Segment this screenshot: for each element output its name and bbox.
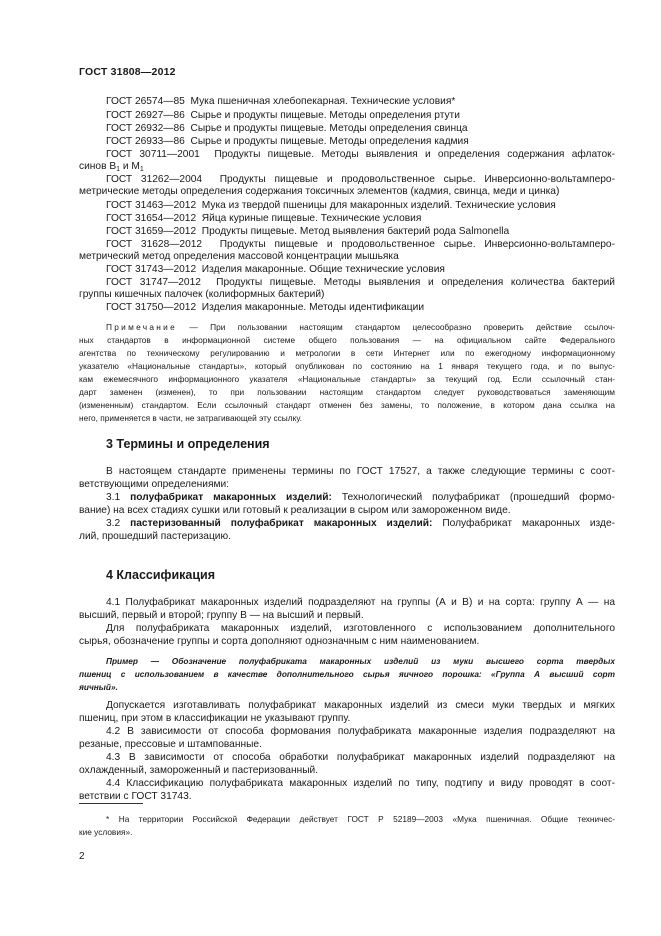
reference-item: ГОСТ 31262—2004 Продукты пищевые и продовольственное сырье. Инверсионно-вольтамперо- bbox=[106, 174, 615, 185]
paragraph-line: 4.2 В зависимости от способа формования полуфабриката макаронные изделия подразделяют на bbox=[106, 726, 615, 737]
paragraph-line: сырья, обозначение группы и сорта дополняют однозначным с ним наименованием. bbox=[79, 636, 480, 647]
reference-item: ГОСТ 31628—2012 Продукты пищевые и продовольственное сырье. Инверсионно-вольтамперо- bbox=[106, 239, 615, 250]
term-3-1: 3.1 полуфабрикат макаронных изделий: Технологический полуфабрикат (прошедший формо- bbox=[106, 492, 615, 503]
paragraph-line: 4.4 Классификацию полуфабриката макаронных изделий по типу, подтипу и виду проводят в соот- bbox=[106, 778, 615, 789]
section-3-title: 3 Термины и определения bbox=[106, 437, 270, 451]
reference-item-continuation: синов $B_1$ и $M_1$ bbox=[79, 161, 144, 173]
note-line: агентства по техническому регулированию и метрологии в сети Интернет или по ежегодному информационному bbox=[79, 348, 615, 358]
reference-item-continuation: метрические методы определения содержания токсичных элементов (кадмия, свинца, меди и цинка) bbox=[79, 186, 560, 197]
paragraph-line: вание) на всех стадиях сушки или готовый к реализации в сыром или замороженном виде. bbox=[79, 505, 511, 516]
paragraph-line: 4.3 В зависимости от способа обработки полуфабрикат макаронных изделий подразделяют на bbox=[106, 752, 615, 763]
section-4-title: 4 Классификация bbox=[106, 568, 216, 582]
note-line: дарт заменен (изменен), то при пользовании настоящим стандартом следует руководствоваться заменяющим bbox=[79, 387, 615, 397]
example-line: Пример — Обозначение полуфабриката макаронных изделий из муки высшего сорта твердых bbox=[106, 656, 615, 666]
reference-item: ГОСТ 31747—2012 Продукты пищевые. Методы выявления и определения количества бактерий bbox=[106, 277, 615, 288]
reference-item: ГОСТ 26574—85 Мука пшеничная хлебопекарная. Технические условия* bbox=[106, 96, 456, 107]
running-header: ГОСТ 31808—2012 bbox=[79, 66, 176, 78]
note-line: него, применяется в части, не затрагивающей эту ссылку. bbox=[79, 413, 302, 423]
reference-item-continuation: группы кишечных палочек (колиформных бактерий) bbox=[79, 289, 325, 300]
footnote-line: * На территории Российской Федерации действует ГОСТ Р 52189—2003 «Мука пшеничная. Общие техничес- bbox=[106, 814, 615, 824]
note-line: ных стандартов в информационной системе общего пользования — на официальном сайте Федерального bbox=[79, 335, 615, 345]
paragraph-line: охлажденный, замороженный и пастеризованный. bbox=[79, 765, 319, 776]
note-line: (измененным) стандартом. Если ссылочный стандарт отменен без замены, то положение, в котором дана ссылка на bbox=[79, 400, 615, 410]
reference-item: ГОСТ 31750—2012 Изделия макаронные. Методы идентификации bbox=[106, 302, 425, 313]
paragraph-line: В настоящем стандарте применены термины по ГОСТ 17527, а также следующие термины с соот- bbox=[106, 466, 615, 477]
paragraph-line: резаные, прессовые и штампованные. bbox=[79, 739, 262, 750]
paragraph-line: ветствующими определениями: bbox=[79, 479, 229, 490]
example-line: пшениц с использованием в качестве дополнительного сырья яичного порошка: «Группа А высший сорт bbox=[79, 669, 615, 679]
footnote-divider bbox=[79, 803, 143, 804]
paragraph-line: Допускается изготавливать полуфабрикат макаронных изделий из смеси муки твердых и мягких bbox=[106, 700, 615, 711]
reference-item: ГОСТ 26933—86 Сырье и продукты пищевые. Методы определения кадмия bbox=[106, 136, 469, 147]
reference-item: ГОСТ 31743—2012 Изделия макаронные. Общие технические условия bbox=[106, 264, 445, 275]
paragraph-line: ветствии с ГОСТ 31743. bbox=[79, 791, 192, 802]
paragraph-line: 4.1 Полуфабрикат макаронных изделий подразделяют на группы (А и В) и на сорта: группу А — на bbox=[106, 597, 615, 608]
example-line: яичный». bbox=[79, 682, 118, 692]
paragraph-line: лий, прошедший пастеризацию. bbox=[79, 531, 231, 542]
reference-item: ГОСТ 30711—2001 Продукты пищевые. Методы выявления и определения содержания афлаток- bbox=[106, 149, 615, 160]
paragraph-line: пшениц, при этом в классификации не указывают группу. bbox=[79, 713, 351, 724]
reference-item: ГОСТ 31654—2012 Яйца куриные пищевые. Технические условия bbox=[106, 213, 422, 224]
reference-item: ГОСТ 31659—2012 Продукты пищевые. Метод выявления бактерий рода Salmonella bbox=[106, 226, 510, 237]
term-name: полуфабрикат макаронных изделий: bbox=[130, 492, 332, 503]
note-line: указателю «Национальные стандарты», который опубликован по состоянию на 1 января текущего года, и по выпус- bbox=[79, 361, 615, 371]
note-line: Примечание — При пользовании настоящим стандартом целесообразно проверить действие ссылоч- bbox=[106, 322, 615, 332]
term-3-2: 3.2 пастеризованный полуфабрикат макаронных изделий: Полуфабрикат макаронных изде- bbox=[106, 518, 615, 529]
reference-item: ГОСТ 26932—86 Сырье и продукты пищевые. Методы определения свинца bbox=[106, 123, 468, 134]
paragraph-line: Для полуфабриката макаронных изделий, изготовленного с использованием дополнительного bbox=[106, 623, 615, 634]
page-number: 2 bbox=[79, 851, 85, 862]
term-name: пастеризованный полуфабрикат макаронных изделий: bbox=[130, 518, 433, 529]
note-line: кам ежемесячного информационного указателя «Национальные стандарты» за текущий год. Если ссылочный стан- bbox=[79, 374, 615, 384]
reference-item-continuation: метрический метод определения массовой концентрации мышьяка bbox=[79, 251, 399, 262]
reference-item: ГОСТ 26927—86 Сырье и продукты пищевые. Методы определения ртути bbox=[106, 110, 460, 121]
note-label: Примечание bbox=[106, 322, 178, 332]
reference-item: ГОСТ 31463—2012 Мука из твердой пшеницы для макаронных изделий. Технические условия bbox=[106, 200, 556, 211]
paragraph-line: высший, первый и второй; группу В — на высший и первый. bbox=[79, 610, 364, 621]
footnote-line: кие условия». bbox=[79, 827, 133, 837]
